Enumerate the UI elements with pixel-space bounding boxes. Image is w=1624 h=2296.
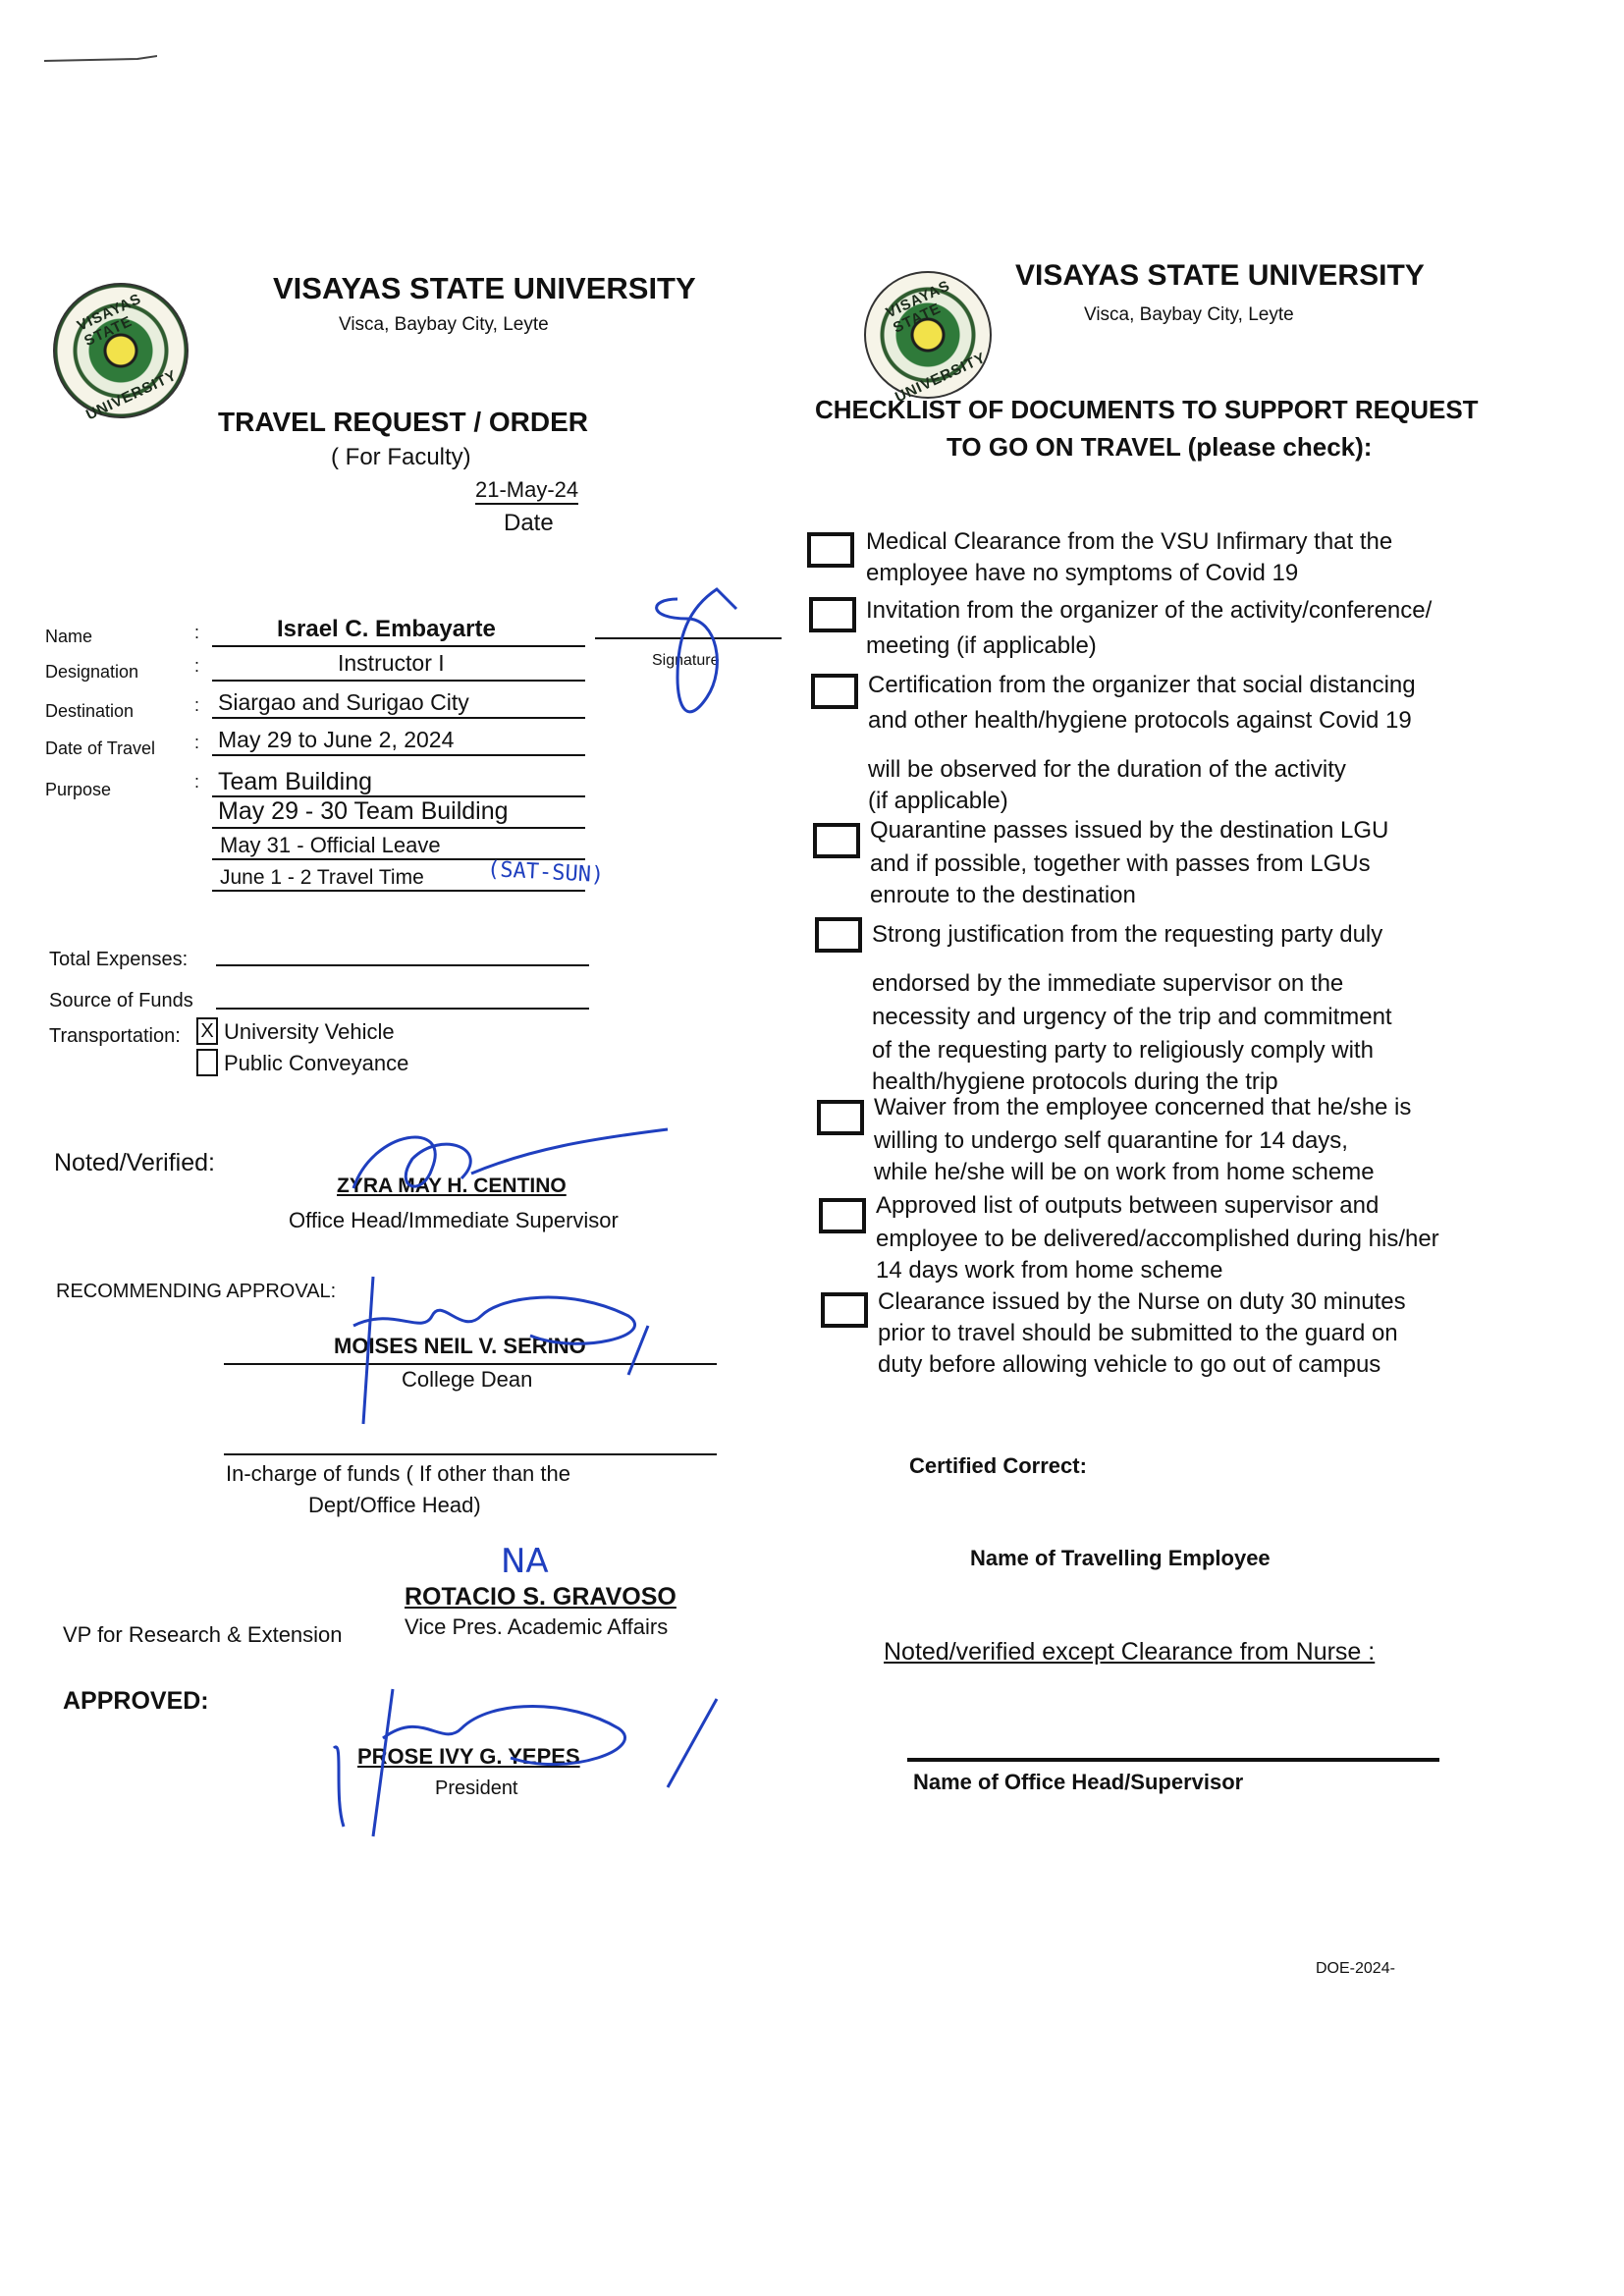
checklist-item-2-line-1: Invitation from the organizer of the activity/conference/: [866, 597, 1433, 624]
name-underline: [212, 645, 585, 647]
checklist-item-5-line-3: necessity and urgency of the trip and commitment: [872, 1004, 1392, 1030]
request-date-label: Date: [504, 510, 554, 536]
university-vehicle-label: University Vehicle: [224, 1019, 395, 1044]
checklist-item-5-line-5: health/hygiene protocols during the trip: [872, 1068, 1278, 1095]
recommending-signatory-name: MOISES NEIL V. SERINO: [334, 1334, 586, 1358]
university-vehicle-checkbox[interactable]: X: [196, 1017, 218, 1045]
checklist-item-6-line-1: Waiver from the employee concerned that he/she is: [874, 1094, 1412, 1121]
approved-label: APPROVED:: [63, 1687, 209, 1715]
public-conveyance-checkbox[interactable]: [196, 1049, 218, 1076]
checklist-checkbox-2[interactable]: [809, 597, 856, 632]
checklist-item-7-line-3: 14 days work from home scheme: [876, 1257, 1223, 1284]
purpose-line-3: May 31 - Official Leave: [220, 833, 441, 857]
office-head-line: [907, 1758, 1439, 1762]
checklist-item-2-line-2: meeting (if applicable): [866, 632, 1097, 659]
source-of-funds-label: Source of Funds: [49, 990, 193, 1011]
na-handwritten-mark: NA: [501, 1542, 549, 1581]
request-date-value: 21-May-24: [475, 477, 578, 505]
seal-text-top-right: VISAYAS STATE: [883, 277, 953, 337]
traveling-employee-label: Name of Travelling Employee: [970, 1546, 1271, 1570]
form-title: TRAVEL REQUEST / ORDER: [218, 407, 589, 437]
form-subtitle: ( For Faculty): [331, 444, 471, 470]
destination-label: Destination: [45, 701, 135, 721]
document-number: DOE-2024-: [1316, 1960, 1395, 1977]
recommending-approval-label: RECOMMENDING APPROVAL:: [56, 1281, 337, 1302]
checklist-item-3-line-4: (if applicable): [868, 788, 1008, 814]
checklist-item-7-line-2: employee to be delivered/accomplished during his/her: [876, 1226, 1439, 1252]
purpose-label: Purpose: [45, 780, 112, 799]
certified-correct-label: Certified Correct:: [909, 1453, 1087, 1478]
purpose-line-4: June 1 - 2 Travel Time: [220, 866, 424, 889]
seal-text-bottom: UNIVERSITY: [83, 366, 180, 424]
vp-academic-name: ROTACIO S. GRAVOSO: [405, 1583, 677, 1611]
checklist-checkbox-4[interactable]: [813, 823, 860, 858]
purpose-line-1: Team Building: [218, 768, 373, 795]
checklist-checkbox-8[interactable]: [821, 1292, 868, 1328]
designation-underline: [212, 680, 585, 682]
checklist-item-6-line-2: willing to undergo self quarantine for 14 days,: [874, 1127, 1348, 1154]
incharge-underline: [224, 1453, 717, 1455]
name-label: Name: [45, 627, 93, 646]
checklist-item-4-line-1: Quarantine passes issued by the destination LGU: [870, 817, 1389, 844]
recommending-signatory-title: College Dean: [402, 1367, 533, 1392]
public-conveyance-label: Public Conveyance: [224, 1051, 409, 1075]
designation-colon: :: [194, 656, 200, 676]
date-of-travel-colon: :: [194, 733, 200, 752]
checklist-item-3-line-3: will be observed for the duration of the activity: [868, 756, 1346, 783]
transportation-label: Transportation:: [49, 1025, 181, 1047]
total-expenses-underline: [216, 964, 589, 966]
university-address-right: Visca, Baybay City, Leyte: [1084, 304, 1294, 325]
destination-value: Siargao and Surigao City: [218, 689, 469, 715]
university-seal-right: [864, 271, 992, 407]
destination-colon: :: [194, 695, 200, 715]
checklist-item-1-line-1: Medical Clearance from the VSU Infirmary that the: [866, 528, 1393, 555]
purpose-underline-2: [212, 827, 585, 829]
checklist-title-line-2: TO GO ON TRAVEL (please check):: [947, 432, 1373, 462]
signature-label: Signature: [652, 652, 720, 669]
signature-underline: [595, 637, 782, 639]
president-name: PROSE IVY G. YEPES: [357, 1744, 580, 1769]
university-address-left: Visca, Baybay City, Leyte: [339, 314, 549, 335]
president-title: President: [435, 1777, 518, 1799]
designation-label: Designation: [45, 662, 139, 682]
vp-academic-title: Vice Pres. Academic Affairs: [405, 1614, 669, 1639]
checklist-item-7-line-1: Approved list of outputs between supervisor and: [876, 1192, 1380, 1219]
checklist-item-3-line-2: and other health/hygiene protocols against Covid 19: [868, 707, 1412, 734]
checklist-item-8-line-2: prior to travel should be submitted to the guard on: [878, 1320, 1398, 1346]
date-of-travel-underline: [212, 754, 585, 756]
designation-value: Instructor I: [338, 650, 445, 676]
checklist-item-8-line-3: duty before allowing vehicle to go out of campus: [878, 1351, 1381, 1378]
purpose-line-2: May 29 - 30 Team Building: [218, 797, 509, 825]
purpose-colon: :: [194, 772, 200, 792]
office-head-label: Name of Office Head/Supervisor: [913, 1770, 1244, 1794]
noted-except-label: Noted/verified except Clearance from Nurse :: [884, 1638, 1376, 1666]
checklist-item-5-line-2: endorsed by the immediate supervisor on the: [872, 970, 1344, 997]
date-of-travel-label: Date of Travel: [45, 738, 156, 758]
checklist-item-5-line-4: of the requesting party to religiously comply with: [872, 1037, 1374, 1064]
checklist-title-line-1: CHECKLIST OF DOCUMENTS TO SUPPORT REQUEST: [815, 395, 1479, 424]
checklist-item-8-line-1: Clearance issued by the Nurse on duty 30 minutes: [878, 1288, 1406, 1315]
checklist-item-5-line-1: Strong justification from the requesting party duly: [872, 921, 1383, 948]
incharge-line-1: In-charge of funds ( If other than the: [226, 1461, 570, 1486]
seal-text-top: VISAYAS STATE: [75, 290, 144, 351]
noted-signatory-name: ZYRA MAY H. CENTINO: [337, 1175, 567, 1197]
date-of-travel-value: May 29 to June 2, 2024: [218, 727, 455, 752]
checklist-item-3-line-1: Certification from the organizer that social distancing: [868, 672, 1416, 698]
total-expenses-label: Total Expenses:: [49, 949, 189, 970]
vp-research-title: VP for Research & Extension: [63, 1622, 343, 1647]
noted-verified-label: Noted/Verified:: [54, 1149, 215, 1176]
university-name-right: VISAYAS STATE UNIVERSITY: [1015, 259, 1425, 292]
purpose-underline-4: [212, 890, 585, 892]
university-seal-left: [53, 283, 189, 424]
seal-text-bottom-right: UNIVERSITY: [893, 349, 989, 407]
name-colon: :: [194, 623, 200, 642]
destination-underline: [212, 717, 585, 719]
incharge-line-2: Dept/Office Head): [308, 1493, 481, 1517]
noted-signatory-title: Office Head/Immediate Supervisor: [289, 1208, 619, 1232]
checklist-item-1-line-2: employee have no symptoms of Covid 19: [866, 560, 1299, 586]
checklist-checkbox-1[interactable]: [807, 532, 854, 568]
checklist-item-4-line-2: and if possible, together with passes from LGUs: [870, 850, 1371, 877]
purpose-handwritten-note: (SAT-SUN): [486, 856, 605, 889]
stray-pen-mark: [39, 39, 157, 69]
checklist-checkbox-6[interactable]: [817, 1100, 864, 1135]
recommending-underline: [224, 1363, 717, 1365]
source-of-funds-underline: [216, 1008, 589, 1010]
checklist-checkbox-3[interactable]: [811, 674, 858, 709]
checklist-item-6-line-3: while he/she will be on work from home scheme: [874, 1159, 1375, 1185]
checklist-checkbox-5[interactable]: [815, 917, 862, 953]
university-name-left: VISAYAS STATE UNIVERSITY: [273, 271, 696, 305]
checklist-checkbox-7[interactable]: [819, 1198, 866, 1233]
checklist-item-4-line-3: enroute to the destination: [870, 882, 1136, 908]
name-value: Israel C. Embayarte: [277, 616, 496, 642]
